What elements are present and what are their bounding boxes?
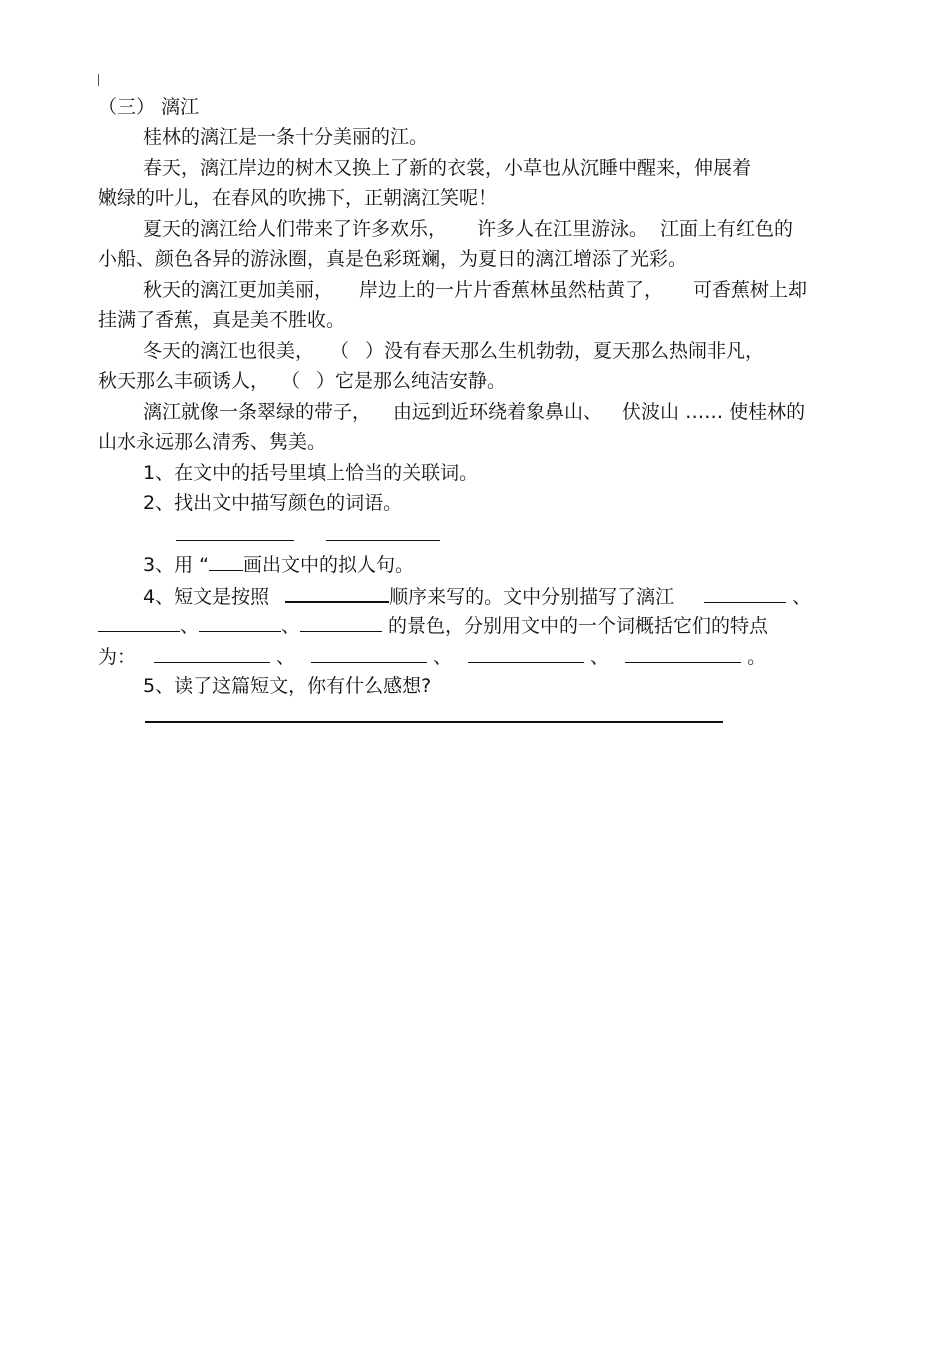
question-4-end-mark: 。	[747, 646, 767, 668]
question-4-order-blank[interactable]	[285, 583, 389, 603]
paragraph-6-line-1	[143, 400, 805, 424]
paragraph-6-part-b: 由远到近环绕着象鼻山、	[393, 401, 603, 423]
paragraph-3-line-2: 小船、颜色各异的游泳圈，真是色彩斑斓，为夏日的漓江增添了光彩。	[98, 248, 688, 270]
paragraph-3-part-a: 夏天的漓江给人们带来了许多欢乐，	[143, 218, 448, 240]
question-4-trait-separator-1: 、	[276, 646, 296, 668]
question-2-blank-1[interactable]	[176, 522, 294, 541]
paragraph-6-part-c: 伏波山 …… 使桂林的	[622, 401, 806, 423]
question-4-trait-separator-3: 、	[590, 646, 610, 668]
paragraph-4-part-b: 岸边上的一片片香蕉林虽然枯黄了，	[359, 279, 664, 301]
question-3-part-a: 3、用 “	[143, 554, 209, 576]
question-4-separator-1: 、	[792, 586, 812, 608]
paragraph-3-part-b: 许多人在江里游泳。	[477, 218, 649, 240]
question-4-trait-separator-2: 、	[433, 646, 453, 668]
paragraph-5-part-c: ）没有春天那么生机勃勃，夏天那么热闹非凡，	[365, 340, 765, 362]
question-4-part-d: 的景色，分别用文中的一个词概括它们的特点	[388, 615, 769, 637]
paragraph-4-part-c: 可香蕉树上却	[693, 279, 808, 301]
paragraph-5-line-2-part-a: 秋天那么丰硕诱人，	[98, 370, 270, 392]
question-4-part-e: 为：	[98, 646, 137, 668]
question-3-line-sample	[209, 552, 243, 571]
paragraph-6-line-2: 山水永远那么清秀、隽美。	[98, 431, 327, 453]
question-4-scene-blank-2[interactable]	[98, 613, 180, 632]
paragraph-6-part-a: 漓江就像一条翠绿的带子，	[143, 401, 372, 423]
question-4-line-2	[98, 613, 768, 637]
question-4-trait-blank-2[interactable]	[311, 644, 427, 663]
paragraph-2-line-1: 春天，漓江岸边的树木又换上了新的衣裳，小草也从沉睡中醒来，伸展着	[143, 157, 752, 179]
paragraph-5-line-2	[98, 369, 506, 393]
question-4-separator-2: 、	[180, 615, 200, 637]
paragraph-3-line-1	[143, 217, 793, 241]
question-4-trait-blank-1[interactable]	[154, 644, 270, 663]
question-4-scene-blank-4[interactable]	[300, 613, 382, 632]
question-3-part-b: 画出文中的拟人句。	[242, 554, 414, 576]
paragraph-3-part-c: 江面上有红色的	[660, 218, 794, 240]
question-4-part-b: 顺序来写的。文中分别描写了漓江	[389, 586, 675, 608]
paragraph-4-part-a: 秋天的漓江更加美丽，	[143, 279, 334, 301]
question-4-part-a: 4、短文是按照	[143, 586, 270, 608]
question-3	[143, 552, 414, 576]
paragraph-2-line-2: 嫩绿的叶儿，在春风的吹拂下，正朝漓江笑呢！	[98, 187, 498, 209]
question-1: 1、在文中的括号里填上恰当的关联词。	[143, 462, 479, 484]
paragraph-4-line-1	[143, 278, 807, 302]
paragraph-4-line-2: 挂满了香蕉，真是美不胜收。	[98, 309, 346, 331]
question-4-scene-blank-3[interactable]	[199, 613, 281, 632]
question-2-answer-row	[176, 522, 440, 546]
paragraph-5-bracket-open: （	[330, 340, 350, 362]
question-4-trait-blank-3[interactable]	[468, 644, 584, 663]
question-4-line-3	[98, 644, 766, 668]
paragraph-5-part-a: 冬天的漓江也很美，	[143, 340, 315, 362]
paragraph-5-line-2-part-c: ）它是那么纯洁安静。	[316, 370, 507, 392]
question-4-separator-3: 、	[281, 615, 301, 637]
paragraph-5-line-2-bracket-open: （	[281, 370, 301, 392]
question-2-blank-2[interactable]	[326, 522, 440, 541]
question-2: 2、找出文中描写颜色的词语。	[143, 492, 403, 514]
question-4-line-1	[143, 583, 811, 607]
margin-mark	[98, 74, 99, 86]
question-4-scene-blank-1[interactable]	[704, 584, 786, 603]
paragraph-5-line-1	[143, 339, 764, 363]
paragraph-1: 桂林的漓江是一条十分美丽的江。	[143, 126, 429, 148]
question-4-trait-blank-4[interactable]	[625, 644, 741, 663]
question-5: 5、读了这篇短文，你有什么感想?	[143, 675, 432, 697]
question-5-answer-line[interactable]	[145, 721, 723, 723]
section-title: （三） 漓江	[98, 96, 200, 118]
